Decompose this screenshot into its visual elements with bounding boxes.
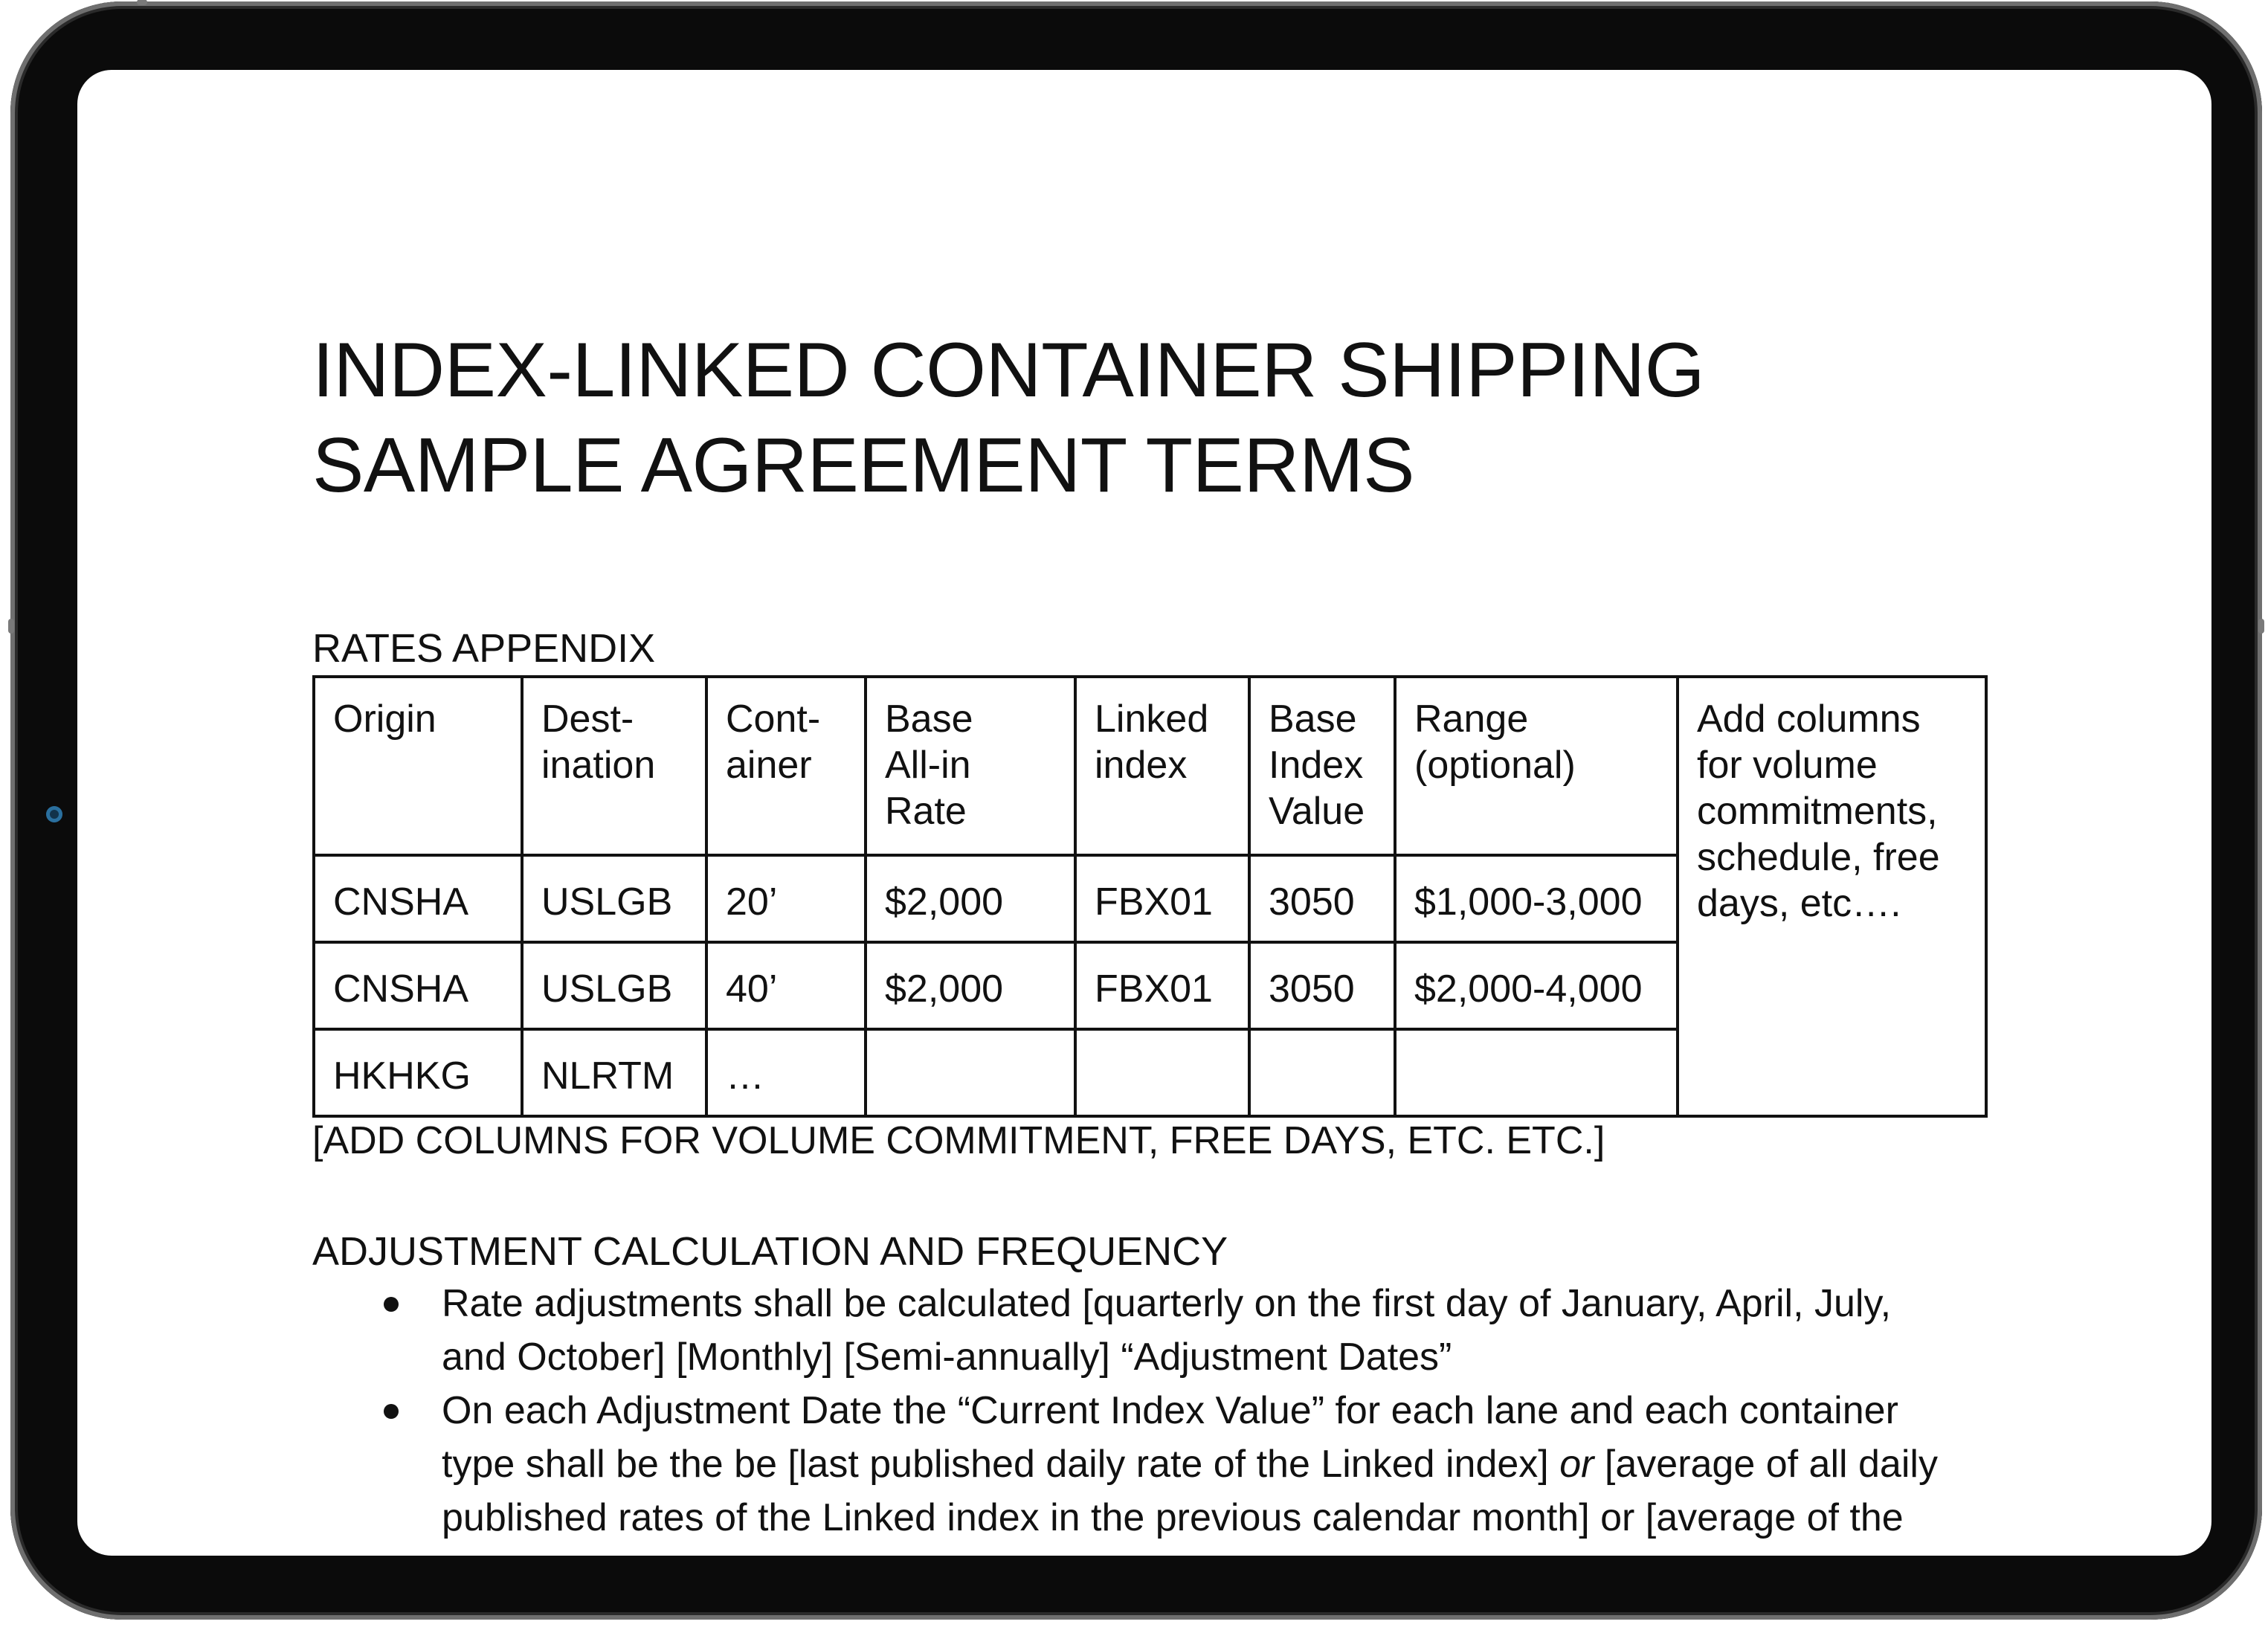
column-header-destination [522, 677, 706, 855]
table-cell: 3050 [1249, 855, 1395, 942]
column-header-label: Dest- ination [541, 698, 656, 787]
table-cell [1075, 1029, 1249, 1116]
table-header-row [314, 677, 1986, 855]
column-header-add-columns [1678, 677, 1986, 1116]
side-button-left [8, 619, 14, 634]
table-cell [866, 1029, 1075, 1116]
list-item-text: Rate adjustments shall be calculated [quarterly on the first day of January, April, July, and October] [Monthly] [Semi-annually] “Adjustment Dates” [442, 1282, 1892, 1379]
document-page [312, 323, 2015, 1545]
table-cell: NLRTM [522, 1029, 706, 1116]
table-cell: 40’ [706, 942, 866, 1029]
bullet-icon [384, 1404, 399, 1419]
adjustment-list [312, 1277, 2015, 1545]
rates-note: [ADD COLUMNS FOR VOLUME COMMITMENT, FREE DAYS, ETC. ETC.] [312, 1119, 1605, 1162]
column-header-label: Add columns for volume commitments, schedule, free days, etc…. [1697, 698, 1940, 925]
column-header-label: Origin [333, 698, 436, 741]
column-header-container [706, 677, 866, 855]
table-cell: 20’ [706, 855, 866, 942]
table-cell: USLGB [522, 942, 706, 1029]
table-cell: $2,000 [866, 855, 1075, 942]
list-item [312, 1277, 1951, 1384]
list-item [312, 1384, 1951, 1545]
table-cell: USLGB [522, 855, 706, 942]
list-item-emphasis: or [1559, 1443, 1594, 1486]
column-header-label: Linked index [1095, 698, 1209, 787]
table-cell: HKHKG [314, 1029, 522, 1116]
camera-icon [46, 806, 62, 822]
column-header-label: Base All-in Rate [885, 698, 973, 833]
column-header-range [1395, 677, 1678, 855]
list-item-text: [average of all daily published rates of the Linked index in the previous calendar month] or [average of the [442, 1443, 1938, 1539]
column-header-label: Cont- ainer [726, 698, 821, 787]
tablet-frame [10, 1, 2262, 1620]
rates-appendix-heading: RATES APPENDIX [312, 626, 656, 671]
table-cell: $2,000-4,000 [1395, 942, 1678, 1029]
column-header-linked-index [1075, 677, 1249, 855]
side-button-right [2258, 619, 2264, 634]
column-header-origin [314, 677, 522, 855]
table-cell: FBX01 [1075, 855, 1249, 942]
document-title: INDEX-LINKED CONTAINER SHIPPING SAMPLE AGREEMENT TERMS [312, 327, 1705, 509]
column-header-base-index-value [1249, 677, 1395, 855]
column-header-base-rate [866, 677, 1075, 855]
adjustment-heading: ADJUSTMENT CALCULATION AND FREQUENCY [312, 1229, 1228, 1274]
column-header-label: Base Index Value [1269, 698, 1365, 833]
table-cell: CNSHA [314, 942, 522, 1029]
bullet-icon [384, 1297, 399, 1312]
table-cell: FBX01 [1075, 942, 1249, 1029]
table-cell: CNSHA [314, 855, 522, 942]
list-item-text: On each Adjustment Date the “Current Index Value” for each lane and each container type shall be the be [last published daily rate of the Linked index] [442, 1389, 1898, 1486]
table-cell: $1,000-3,000 [1395, 855, 1678, 942]
table-cell [1249, 1029, 1395, 1116]
table-cell: … [706, 1029, 866, 1116]
rates-table [312, 675, 1988, 1118]
column-header-label: Range (optional) [1414, 698, 1576, 787]
volume-button [137, 0, 147, 5]
table-cell: $2,000 [866, 942, 1075, 1029]
table-cell [1395, 1029, 1678, 1116]
document-screen [77, 70, 2211, 1556]
table-cell: 3050 [1249, 942, 1395, 1029]
